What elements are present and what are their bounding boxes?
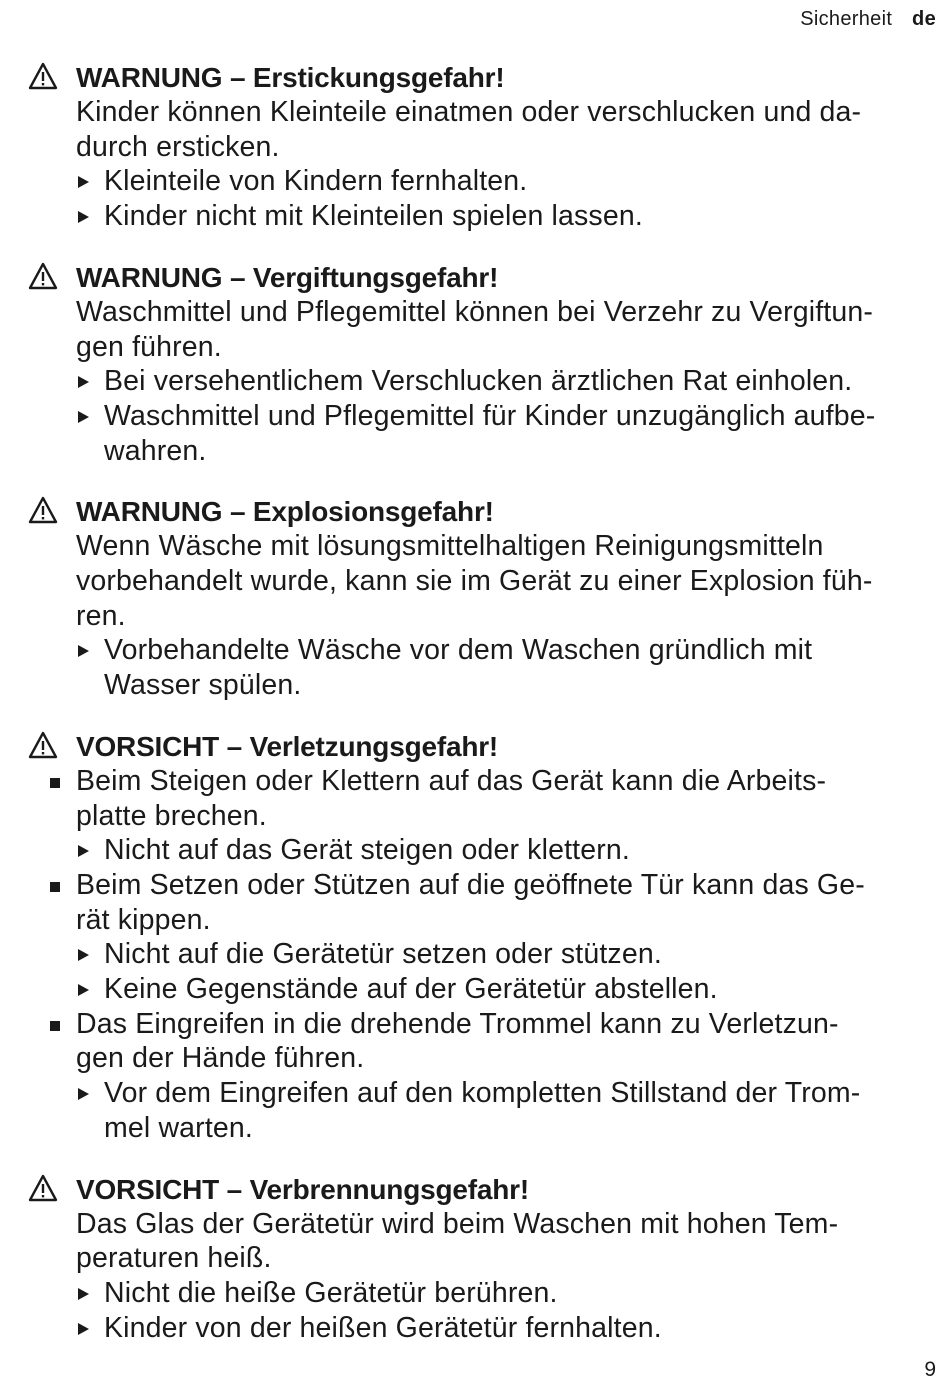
arrow-bullet-icon (78, 1288, 89, 1300)
body-text: Wenn Wäsche mit lösungsmittelhaltigen Reinigungsmitteln vorbehandelt wurde, kann sie im Gerät zu einer Explosion füh- ren. (76, 530, 873, 632)
body-text: Waschmittel und Pflegemittel können bei Verzehr zu Vergiftun- gen führen. (76, 295, 874, 363)
arrow-bullet-icon (78, 211, 89, 223)
warning-triangle-icon (28, 731, 58, 759)
body-text: Das Glas der Gerätetür wird beim Waschen mit hohen Tem- peraturen heiß. (76, 1207, 839, 1275)
warning-triangle-icon (28, 1174, 58, 1202)
hazard-item: Beim Setzen oder Stützen auf die geöffnete Tür kann das Ge- rät kippen. (28, 868, 936, 937)
instruction-item: Nicht auf das Gerät steigen oder klettern. (28, 833, 936, 868)
square-bullet-icon (50, 1021, 60, 1031)
hazard-item: Beim Steigen oder Klettern auf das Gerät kann die Arbeits- platte brechen. (28, 764, 936, 833)
square-bullet-icon (50, 778, 60, 788)
section-title: VORSICHT – Verbrennungsgefahr! (28, 1172, 936, 1207)
instruction-item: Kinder von der heißen Gerätetür fernhalten. (28, 1311, 936, 1346)
warning-triangle-icon (28, 496, 58, 524)
section-title: WARNUNG – Erstickungsgefahr! (28, 60, 936, 95)
arrow-bullet-icon (78, 949, 89, 961)
arrow-bullet-icon (78, 411, 89, 423)
instruction-item: Bei versehentlichem Verschlucken ärztlichen Rat einholen. (28, 364, 936, 399)
square-bullet-icon (50, 882, 60, 892)
body-text: Kinder können Kleinteile einatmen oder verschlucken und da- durch ersticken. (76, 96, 862, 163)
section-title: WARNUNG – Explosionsgefahr! (28, 494, 936, 529)
warning-triangle-icon (28, 262, 58, 290)
instruction-item: Vor dem Eingreifen auf den kompletten Stillstand der Trom- mel warten. (28, 1076, 936, 1145)
section-label: Sicherheit (800, 8, 893, 30)
instruction-item: Vorbehandelte Wäsche vor dem Waschen gründlich mit Wasser spülen. (28, 633, 936, 702)
warning-section-poisoning (28, 260, 936, 469)
instruction-item: Waschmittel und Pflegemittel für Kinder unzugänglich aufbe- wahren. (28, 399, 936, 468)
warning-section-explosion (28, 494, 936, 703)
arrow-bullet-icon (78, 376, 89, 388)
arrow-bullet-icon (78, 845, 89, 857)
section-title: VORSICHT – Verletzungsgefahr! (28, 729, 936, 764)
page-number: 9 (924, 1358, 936, 1381)
page-header (800, 8, 936, 31)
arrow-bullet-icon (78, 1323, 89, 1335)
warning-triangle-icon (28, 62, 58, 90)
hazard-item: Das Eingreifen in die drehende Trommel kann zu Verletzun- gen der Hände führen. (28, 1007, 936, 1076)
instruction-item: Nicht die heiße Gerätetür berühren. (28, 1276, 936, 1311)
instruction-item: Keine Gegenstände auf der Gerätetür abstellen. (28, 972, 936, 1007)
arrow-bullet-icon (78, 645, 89, 657)
arrow-bullet-icon (78, 176, 89, 188)
instruction-item: Kinder nicht mit Kleinteilen spielen lassen. (28, 199, 936, 234)
arrow-bullet-icon (78, 984, 89, 996)
instruction-item: Kleinteile von Kindern fernhalten. (28, 164, 936, 199)
caution-section-burn (28, 1172, 936, 1346)
language-code: de (912, 8, 936, 30)
section-title: WARNUNG – Vergiftungsgefahr! (28, 260, 936, 295)
warning-section-suffocation (28, 60, 936, 234)
instruction-item: Nicht auf die Gerätetür setzen oder stützen. (28, 937, 936, 972)
safety-content (28, 60, 936, 1371)
arrow-bullet-icon (78, 1088, 89, 1100)
caution-section-injury (28, 729, 936, 1146)
